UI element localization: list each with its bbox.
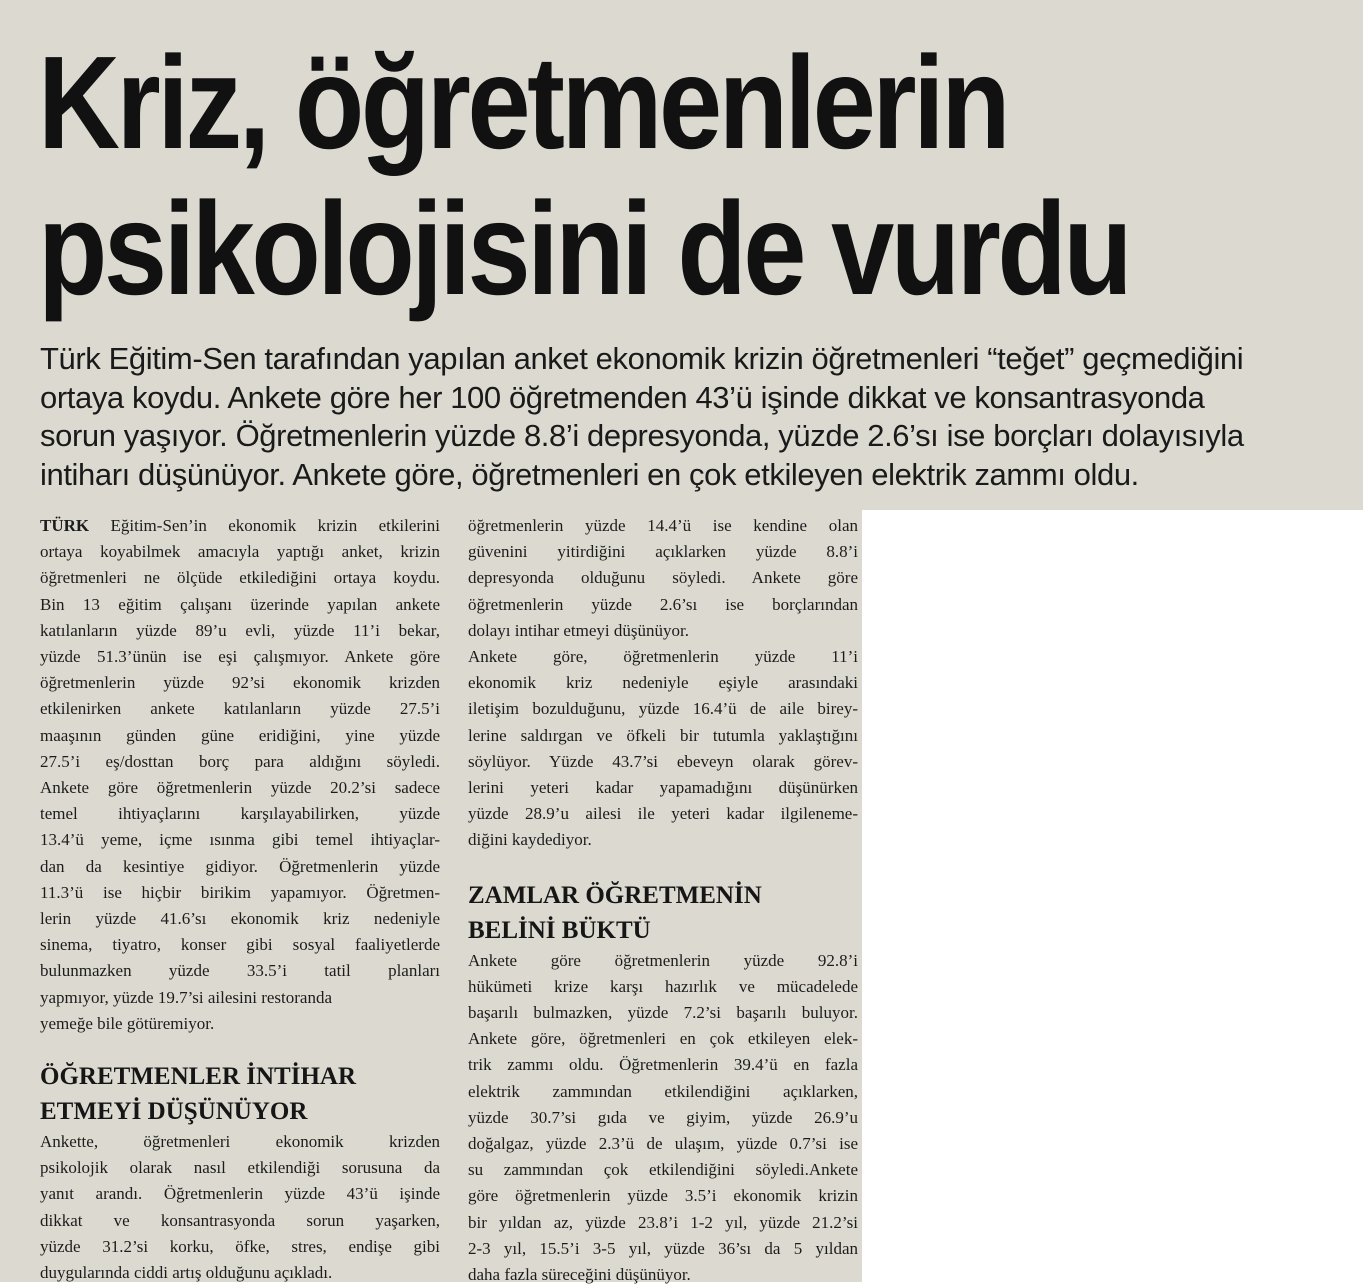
body-line: lerini yeteri kadar yapamadığını düşünürken	[468, 778, 858, 798]
body-line: öğretmenlerin yüzde 92’si ekonomik krizden	[40, 673, 440, 693]
body-column-right	[468, 513, 858, 1288]
body-line: maaşının günden güne eridiğini, yine yüzde	[40, 725, 440, 745]
body-line: göre öğretmenlerin yüzde 3.5’i ekonomik krizin	[468, 1186, 858, 1206]
lead-line: intiharı düşünüyor. Ankete göre, öğretmenleri en çok etkileyen elektrik zammı oldu.	[40, 456, 1139, 492]
body-line: 11.3’ü ise hiçbir birikim yapamıyor. Öğretmen-	[40, 882, 440, 902]
body-line: yanıt arandı. Öğretmenlerin yüzde 43’ü işinde	[40, 1184, 440, 1204]
body-line: Ankette, öğretmenleri ekonomik krizden	[40, 1132, 440, 1152]
headline-line-1: Kriz, öğretmenlerin	[38, 29, 1008, 176]
body-line: 27.5’i eş/dosttan borç para aldığını söyledi.	[40, 751, 440, 771]
body-line: dikkat ve konsantrasyonda sorun yaşarken,	[40, 1210, 440, 1230]
headline	[38, 30, 1147, 322]
body-line: bulunmazken yüzde 33.5’i tatil planları	[40, 961, 440, 981]
subheading-zamlar	[468, 878, 858, 948]
body-line: daha fazla süreceğini düşünüyor.	[468, 1265, 691, 1285]
body-line: bir yıldan az, yüzde 23.8’i 1-2 yıl, yüzde 21.2’si	[468, 1212, 858, 1232]
body-line: depresyonda olduğunu söyledi. Ankete göre	[468, 568, 858, 588]
body-line: yapmıyor, yüzde 19.7’si ailesini restoranda	[40, 987, 333, 1007]
body-line: yüzde 31.2’si korku, öfke, stres, endişe gibi	[40, 1236, 440, 1256]
body-line: dolayı intihar etmeyi düşünüyor.	[468, 620, 689, 640]
body-line: başarılı bulmazken, yüzde 7.2’si başarılı buluyor.	[468, 1003, 858, 1023]
body-line: ekonomik kriz nedeniyle eşiyle arasındaki	[468, 673, 858, 693]
body-line: Bin 13 eğitim çalışanı üzerinde yapılan ankete	[40, 594, 440, 614]
body-line: öğretmenlerin yüzde 14.4’ü ise kendine olan	[468, 516, 858, 535]
body-line: Ankete göre, öğretmenleri en çok etkileyen elek-	[468, 1029, 858, 1049]
body-line: temel ihtiyaçlarını karşılayabilirken, yüzde	[40, 804, 440, 824]
body-line: hükümeti krize karşı hazırlık ve mücadelede	[468, 976, 858, 996]
body-line: 2-3 yıl, 15.5’i 3-5 yıl, yüzde 36’sı da 5 yıldan	[468, 1238, 858, 1258]
body-line: Ankete göre öğretmenlerin yüzde 20.2’si sadece	[40, 778, 440, 798]
body-line: ortaya koyabilmek amacıyla yaptığı anket, krizin	[40, 542, 440, 562]
intro-bold-word: TÜRK	[40, 516, 90, 535]
body-line: dan da kesintiye gidiyor. Öğretmenlerin yüzde	[40, 856, 440, 876]
body-line: 13.4’ü yeme, içme ısınma gibi temel ihtiyaçlar-	[40, 830, 440, 850]
body-line: psikolojik olarak nasıl etkilendiği sorusuna da	[40, 1158, 440, 1178]
body-line: elektrik zammından etkilendiğini açıklarken,	[468, 1081, 858, 1101]
body-line: güvenini yitirdiğini açıklarken yüzde 8.8’i	[468, 542, 858, 562]
body-line: duygularında ciddi artış olduğunu açıkladı.	[40, 1263, 333, 1283]
body-line: yüzde 30.7’si gıda ve giyim, yüzde 26.9’u	[468, 1107, 858, 1127]
body-line	[40, 513, 440, 539]
body-column-left	[40, 513, 440, 1286]
body-line: söylüyor. Yüzde 43.7’si ebeveyn olarak görev-	[468, 751, 858, 771]
body-line: öğretmenleri ne ölçüde etkilediğini ortaya koydu.	[40, 568, 440, 588]
body-line: yüzde 51.3’ünün ise eşi çalışmıyor. Ankete göre	[40, 647, 440, 667]
lead-paragraph	[40, 340, 1330, 494]
body-line: sinema, tiyatro, konser gibi sosyal faaliyetlerde	[40, 935, 440, 955]
headline-line-2: psikolojisini de vurdu	[38, 175, 1130, 322]
body-line: Ankete göre, öğretmenlerin yüzde 11’i	[468, 647, 858, 667]
subheading-line: ZAMLAR ÖĞRETMENİN	[468, 881, 762, 909]
lead-line: ortaya koydu. Ankete göre her 100 öğretmenden 43’ü işinde dikkat ve konsantrasyonda	[40, 379, 1205, 415]
body-line: yemeğe bile götüremiyor.	[40, 1013, 215, 1033]
body-line: Ankete göre öğretmenlerin yüzde 92.8’i	[468, 950, 858, 970]
subheading-line: ETMEYİ DÜŞÜNÜYOR	[40, 1098, 308, 1126]
body-line: diğini kaydediyor.	[468, 830, 592, 850]
body-line: iletişim bozulduğunu, yüzde 16.4’ü de aile birey-	[468, 699, 858, 719]
body-line: etkilenirken ankete katılanların yüzde 27.5’i	[40, 699, 440, 719]
subheading-line: ÖĞRETMENLER İNTİHAR	[40, 1063, 357, 1091]
body-line: katılanların yüzde 89’u evli, yüzde 11’i bekar,	[40, 620, 440, 640]
body-line: trik zammı oldu. Öğretmenlerin 39.4’ü en fazla	[468, 1055, 858, 1075]
intro-rest: Eğitim-Sen’in ekonomik krizin etkilerini	[89, 516, 440, 535]
lead-line: sorun yaşıyor. Öğretmenlerin yüzde 8.8’i depresyonda, yüzde 2.6’sı ise borçları dolayısıyla	[40, 418, 1244, 453]
body-line: su zammından çok etkilendiğini söyledi.Ankete	[468, 1160, 858, 1180]
subheading-intihar	[40, 1059, 440, 1129]
body-line: lerin yüzde 41.6’sı ekonomik kriz nedeniyle	[40, 909, 440, 929]
body-line: lerine saldırgan ve öfkeli bir tutumla yaklaştığını	[468, 725, 858, 745]
body-line: doğalgaz, yüzde 2.3’ü de ulaşım, yüzde 0.7’si ise	[468, 1134, 858, 1154]
subheading-line: BELİNİ BÜKTÜ	[468, 916, 651, 944]
lead-line: Türk Eğitim-Sen tarafından yapılan anket ekonomik krizin öğretmenleri “teğet” geçmediğini	[40, 341, 1244, 376]
body-line: yüzde 28.9’u ailesi ile yeteri kadar ilgileneme-	[468, 804, 858, 824]
body-line: öğretmenlerin yüzde 2.6’sı ise borçlarından	[468, 594, 858, 614]
